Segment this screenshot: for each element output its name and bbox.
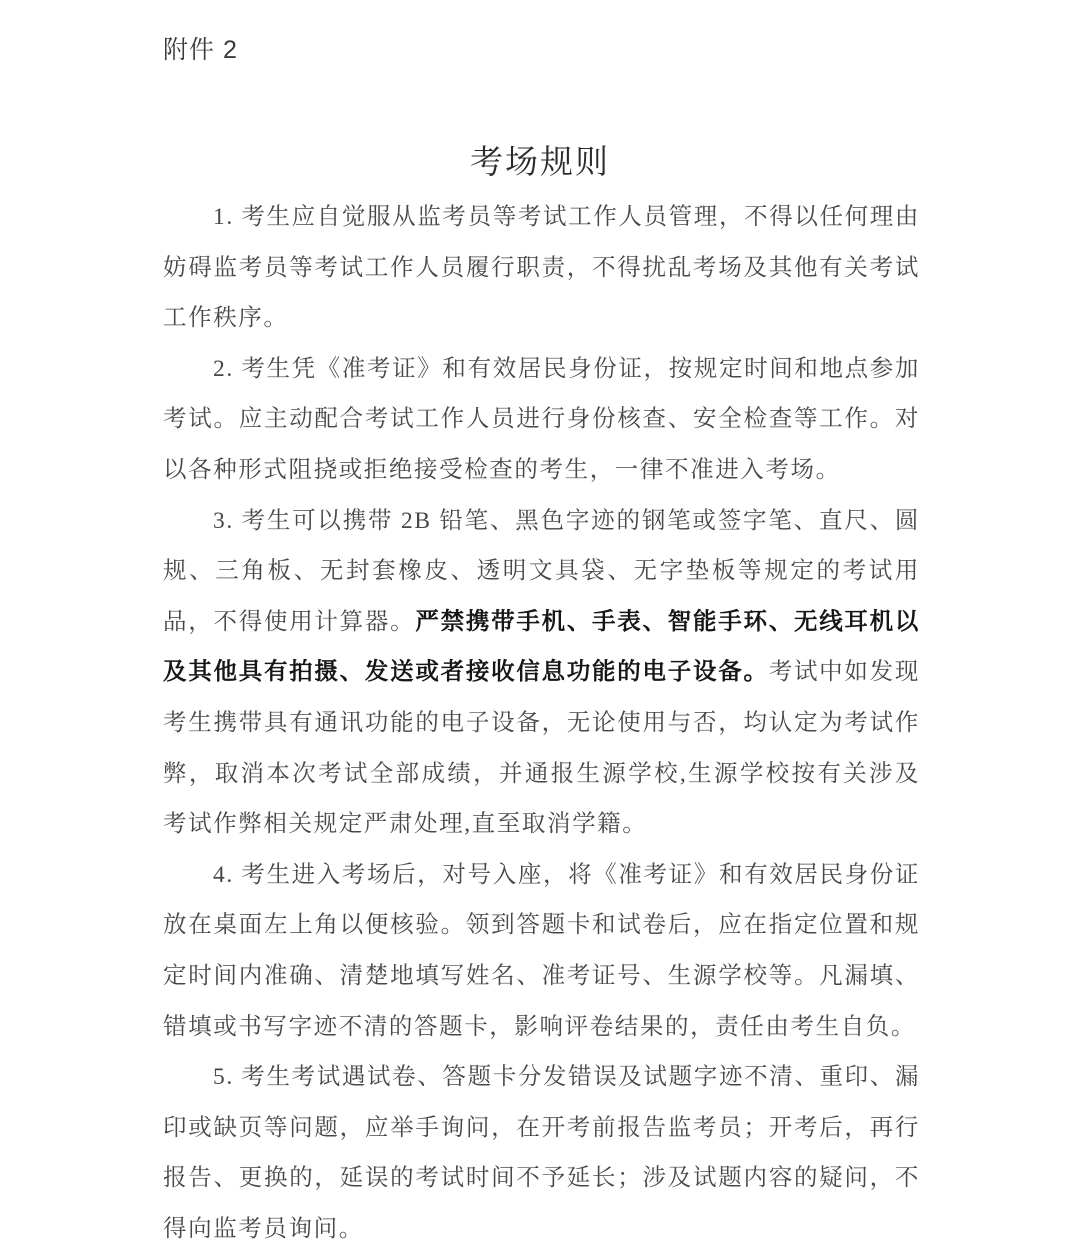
text-run: 1. 考生应自觉服从监考员等考试工作人员管理，不得以任何理由妨碍监考员等考试工作人员履行职责，不得扰乱考场及其他有关考试工作秩序。 bbox=[163, 204, 920, 332]
text-run: 4. 考生进入考场后，对号入座，将《准考证》和有效居民身份证放在桌面左上角以便核验。领到答题卡和试卷后，应在指定位置和规定时间内准确、清楚地填写姓名、准考证号、生源学校等。凡漏填、错填或书写字迹不清的答题卡，影响评卷结果的，责任由考生自负。 bbox=[163, 861, 920, 1040]
paragraph-4 bbox=[163, 850, 920, 1052]
text-run: 2. 考生凭《准考证》和有效居民身份证，按规定时间和地点参加考试。应主动配合考试工作人员进行身份核查、安全检查等工作。对以各种形式阻挠或拒绝接受检查的考生，一律不准进入考场。 bbox=[163, 355, 920, 483]
text-run: 3. 考生可以携带 2B 铅笔、黑色字迹的钢笔或签字笔、直尺、圆规、三角板、无封套橡皮、透明文具袋、无字垫板等规定的考试用品，不得使用计算器。 bbox=[163, 507, 920, 635]
page-title: 考场规则 bbox=[470, 143, 610, 180]
paragraph-5 bbox=[163, 1052, 920, 1254]
text-run: 5. 考生考试遇试卷、答题卡分发错误及试题字迹不清、重印、漏印或缺页等问题，应举手询问，在开考前报告监考员；开考后，再行报告、更换的，延误的考试时间不予延长；涉及试题内容的疑问，不得向监考员询问。 bbox=[163, 1064, 920, 1242]
paragraph-3 bbox=[163, 496, 920, 850]
attachment-label: 附件 2 bbox=[163, 36, 238, 64]
paragraph-2 bbox=[163, 344, 920, 496]
paragraph-1 bbox=[163, 192, 920, 344]
text-run: 考试中如发现考生携带具有通讯功能的电子设备，无论使用与否，均认定为考试作弊，取消本次考试全部成绩，并通报生源学校,生源学校按有关涉及考试作弊相关规定严肃处理,直至取消学籍。 bbox=[163, 659, 920, 838]
bold-run: 严禁携带手机、手表、智能手环、无线耳机以及其他具有拍摄、发送或者接收信息功能的电子设备。 bbox=[163, 608, 921, 686]
document-body bbox=[163, 192, 920, 1254]
